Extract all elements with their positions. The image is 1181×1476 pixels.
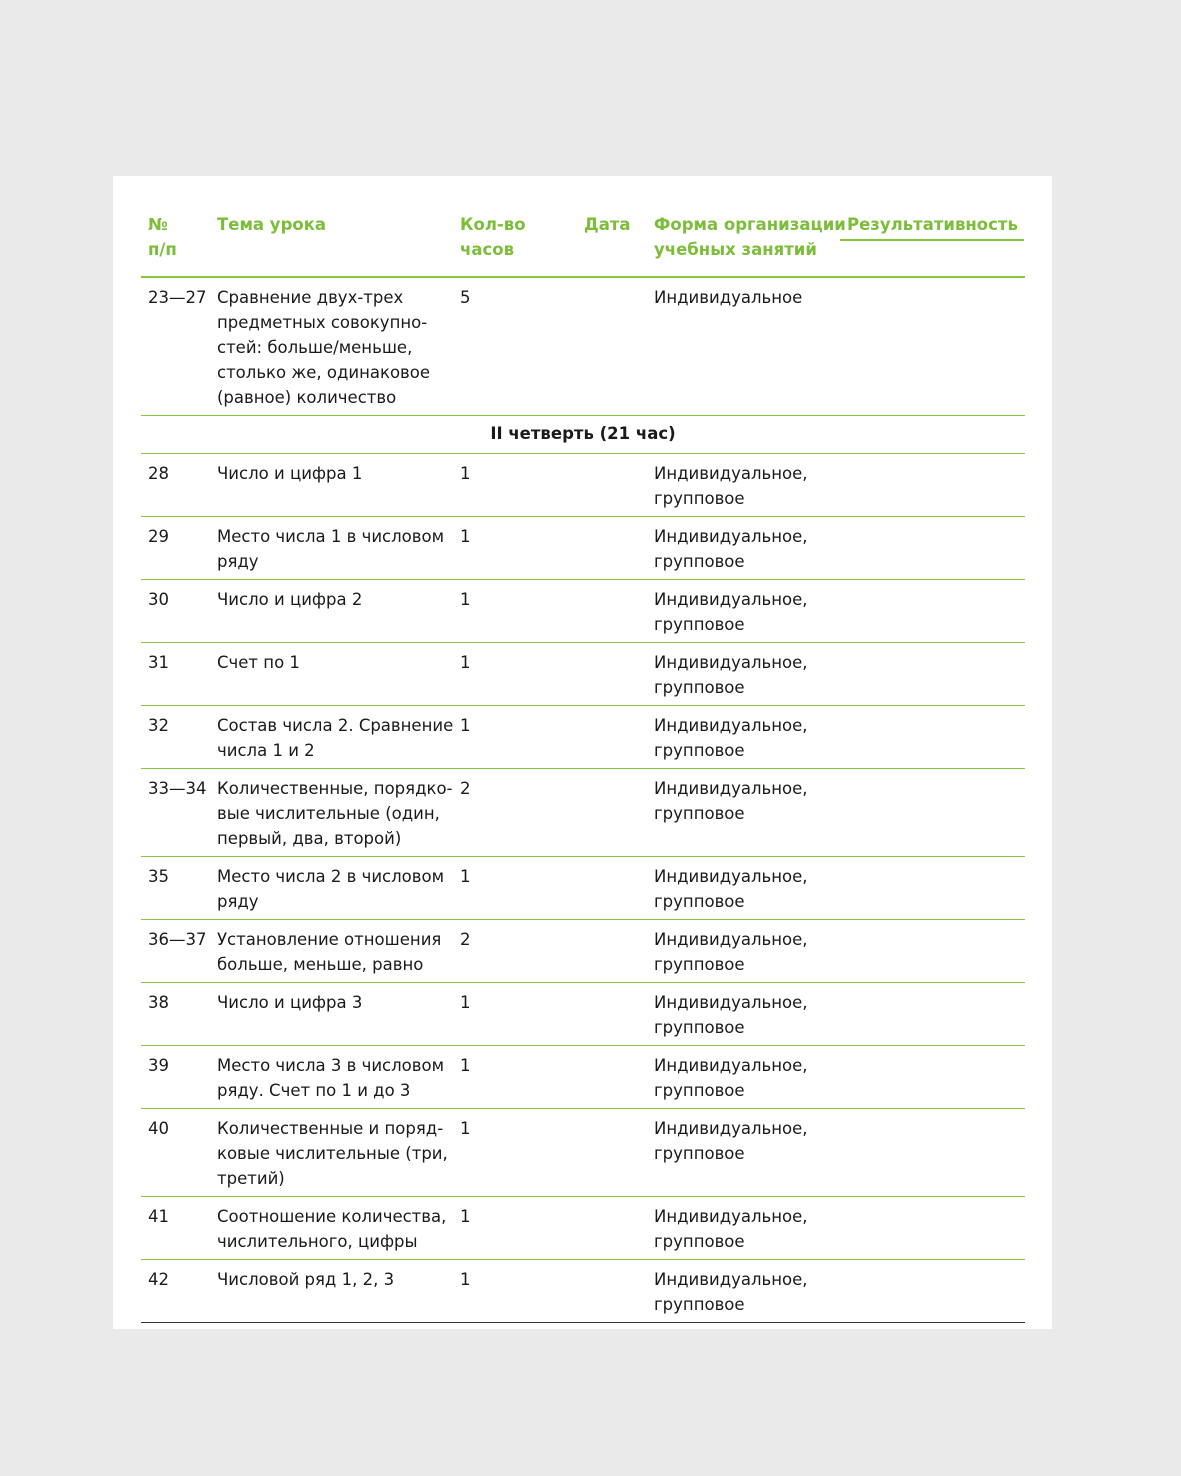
row-topic: Количественные, порядко- вые числительные (один, первый, два, второй) [217,779,453,848]
row-number: 39 [148,1056,169,1075]
row-topic: Число и цифра 1 [217,464,363,483]
table-row [141,983,1025,1046]
row-topic: Состав числа 2. Сравнение числа 1 и 2 [217,716,454,760]
row-number: 32 [148,716,169,735]
header-number: № п/п [148,215,177,259]
row-hours: 2 [460,930,471,949]
header-result-label: Результативность [840,212,1024,241]
document-page [113,176,1052,1329]
row-number: 29 [148,527,169,546]
row-hours: 1 [460,653,471,672]
row-number: 28 [148,464,169,483]
row-hours: 2 [460,779,471,798]
row-topic: Сравнение двух-трех предметных совокупно- стей: больше/меньше, столько же, одинаковое (равное) количество [217,288,431,407]
table-row [141,769,1025,857]
table-row [141,580,1025,643]
row-form: Индивидуальное, групповое [654,1119,808,1163]
table-row [141,920,1025,983]
row-number: 30 [148,590,169,609]
row-form: Индивидуальное, групповое [654,930,808,974]
row-number: 31 [148,653,169,672]
row-form: Индивидуальное, групповое [654,867,808,911]
row-number: 35 [148,867,169,886]
row-topic: Место числа 2 в числовом ряду [217,867,445,911]
row-hours: 1 [460,716,471,735]
header-date: Дата [584,215,631,234]
header-result [849,212,1025,241]
row-topic: Число и цифра 2 [217,590,363,609]
row-form: Индивидуальное, групповое [654,716,808,760]
row-topic: Установление отношения больше, меньше, равно [217,930,442,974]
table-row [141,1260,1025,1323]
row-form: Индивидуальное, групповое [654,590,808,634]
header-hours: Кол-во часов [460,215,526,259]
row-form: Индивидуальное, групповое [654,1207,808,1251]
table-body [141,454,1025,1323]
row-hours: 1 [460,1207,471,1226]
table-row [141,1109,1025,1197]
row-form: Индивидуальное, групповое [654,527,808,571]
table-row [141,454,1025,517]
table-row [141,278,1025,416]
row-form: Индивидуальное, групповое [654,993,808,1037]
row-hours: 1 [460,1056,471,1075]
row-form: Индивидуальное, групповое [654,1270,808,1314]
row-topic: Число и цифра 3 [217,993,363,1012]
row-topic: Место числа 1 в числовом ряду [217,527,445,571]
row-hours: 1 [460,867,471,886]
row-hours: 1 [460,464,471,483]
row-number: 23—27 [148,288,207,307]
row-form: Индивидуальное, групповое [654,779,808,823]
row-number: 41 [148,1207,169,1226]
row-number: 42 [148,1270,169,1289]
row-topic: Количественные и поряд- ковые числительные (три, третий) [217,1119,448,1188]
row-hours: 5 [460,288,471,307]
table-row [141,643,1025,706]
table-row [141,706,1025,769]
row-form: Индивидуальное, групповое [654,1056,808,1100]
row-hours: 1 [460,1119,471,1138]
row-topic: Соотношение количества, числительного, цифры [217,1207,447,1251]
row-form: Индивидуальное, групповое [654,653,808,697]
header-topic: Тема урока [217,215,327,234]
table-row [141,517,1025,580]
header-form: Формa организации учебных занятий [654,215,846,259]
row-form: Индивидуальное [654,288,803,307]
row-hours: 1 [460,993,471,1012]
row-number: 33—34 [148,779,207,798]
row-number: 40 [148,1119,169,1138]
section-title: II четверть (21 час) [141,416,1025,454]
table-header [141,208,1025,278]
lesson-plan-table [141,208,1025,1323]
row-number: 36—37 [148,930,207,949]
row-number: 38 [148,993,169,1012]
row-hours: 1 [460,590,471,609]
table-row [141,1197,1025,1260]
table-row [141,1046,1025,1109]
table-row [141,857,1025,920]
row-hours: 1 [460,1270,471,1289]
row-topic: Счет по 1 [217,653,300,672]
row-hours: 1 [460,527,471,546]
row-topic: Числовой ряд 1, 2, 3 [217,1270,395,1289]
row-topic: Место числа 3 в числовом ряду. Счет по 1 и до 3 [217,1056,445,1100]
row-form: Индивидуальное, групповое [654,464,808,508]
